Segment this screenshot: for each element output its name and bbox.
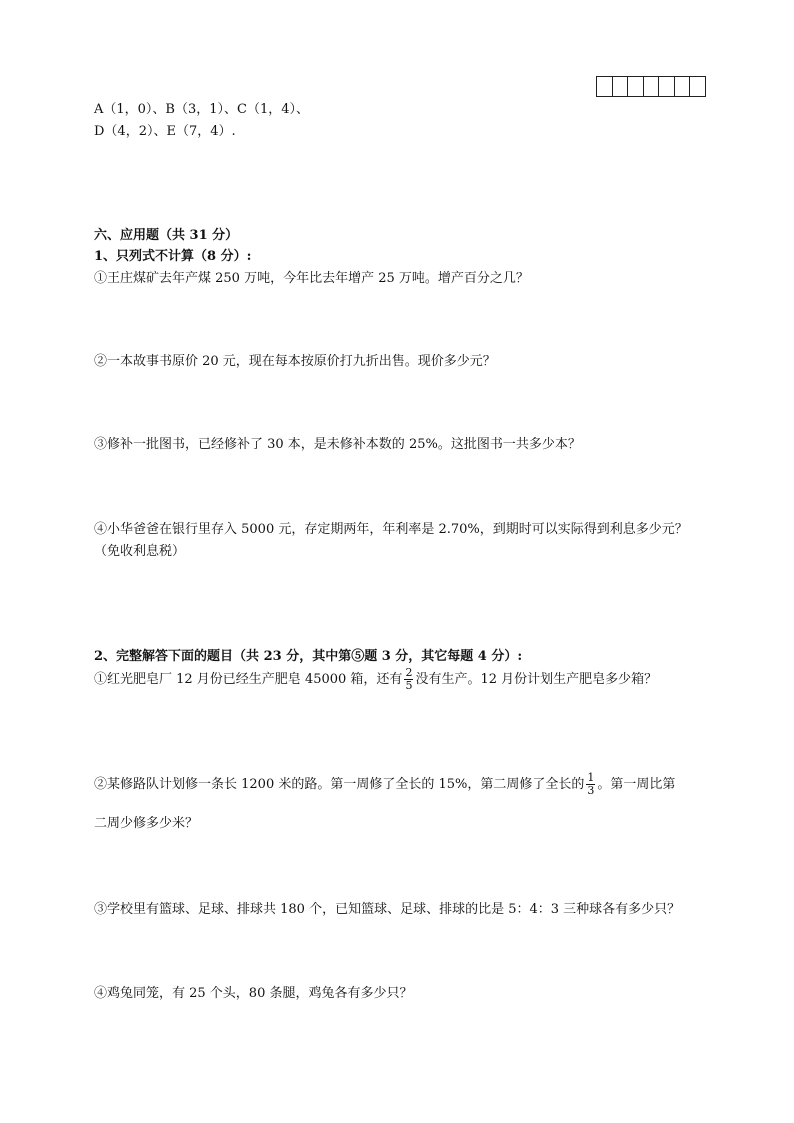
answer-box[interactable] [675,77,691,96]
part-1-question-4: ④小华爸爸在银行里存入 5000 元，存定期两年，年利率是 2.70%，到期时可以实际得到利息多少元？ [94,522,688,537]
part-2-question-3: ③学校里有篮球、足球、排球共 180 个，已知篮球、足球、排球的比是 5：4：3 三种球各有多少只？ [94,902,681,917]
part-2-question-4: ④鸡兔同笼，有 25 个头，80 条腿，鸡兔各有多少只？ [94,986,413,1001]
part-1-question-3: ③修补一批图书，已经修补了 30 本，是未修补本数的 25%。这批图书一共多少本？ [94,437,581,452]
part-1-question-2: ②一本故事书原价 20 元，现在每本按原价打九折出售。现价多少元？ [94,354,496,369]
part-1-question-1: ①王庄煤矿去年产煤 250 万吨，今年比去年增产 25 万吨。增产百分之几？ [94,271,529,286]
question-text: ①红光肥皂厂 12 月份已经生产肥皂 45000 箱，还有 [94,672,403,687]
part-1-title: 1、只列式不计算（8 分）: [94,249,252,264]
question-text: 没有生产。12 月份计划生产肥皂多少箱？ [415,672,658,687]
fraction-numerator: 2 [405,666,413,679]
fraction [586,772,595,797]
question-text: ②某修路队计划修一条长 1200 米的路。第一周修了全长的 15%，第二周修了全长的 [94,777,585,792]
fraction-numerator: 1 [587,771,595,784]
fraction-denominator: 5 [405,679,413,692]
part-2-question-2-continued: 二周少修多少米？ [94,816,199,831]
part-1-question-4-note: （免收利息税） [94,544,186,559]
answer-box[interactable] [628,77,644,96]
answer-box[interactable] [659,77,675,96]
answer-box[interactable] [690,77,705,96]
answer-box[interactable] [644,77,660,96]
answer-boxes [596,76,706,97]
coords-line-2: D（4，2）、E（7，4）. [94,124,236,139]
fraction-denominator: 3 [587,784,595,797]
question-text: 。第一周比第 [597,777,676,792]
answer-box[interactable] [613,77,629,96]
part-2-title: 2、完整解答下面的题目（共 23 分，其中第⑤题 3 分，其它每题 4 分）: [94,649,523,664]
section-6-title: 六、应用题（共 31 分） [94,228,239,243]
answer-box[interactable] [597,77,613,96]
fraction [404,667,413,692]
part-2-question-1 [94,667,657,692]
coords-line-1: A（1，0）、B（3，1）、C（1，4）、 [94,102,310,117]
part-2-question-2 [94,772,675,797]
